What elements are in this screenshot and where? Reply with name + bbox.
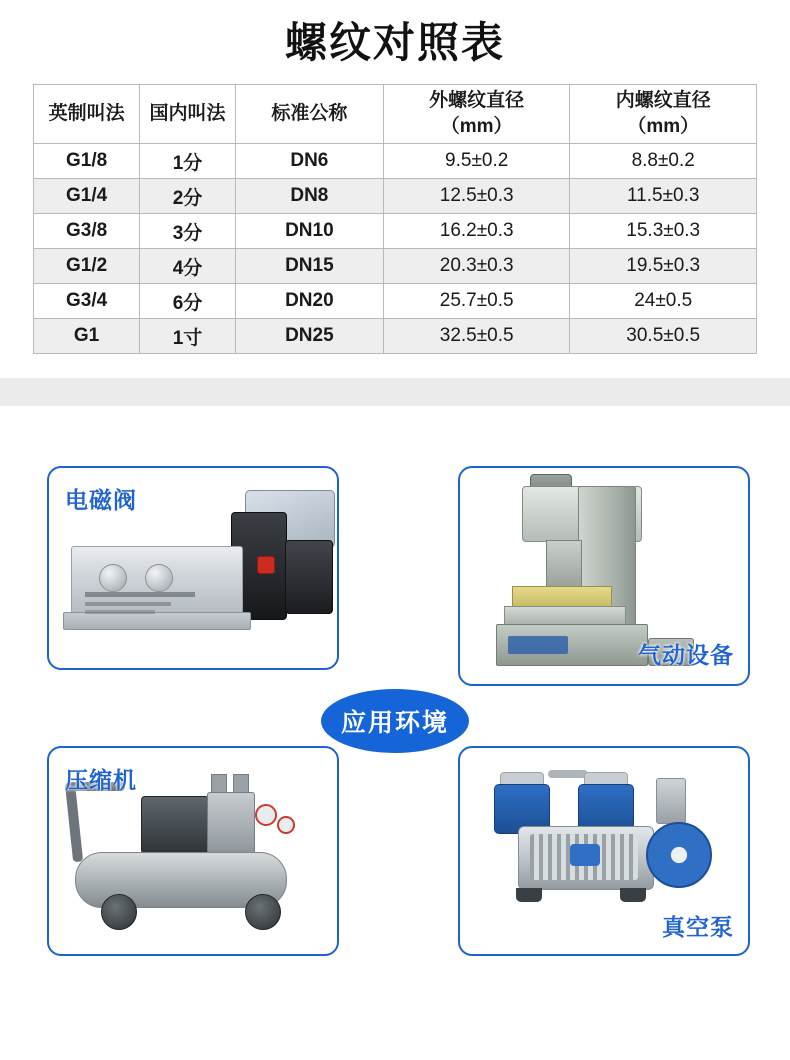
solenoid-valve-coil-secondary bbox=[285, 540, 333, 614]
application-card-label-pneumatic-equipment: 气动设备 bbox=[638, 642, 734, 668]
cell-imperial: G1/4 bbox=[34, 179, 140, 214]
column-header-external-diameter bbox=[383, 85, 570, 144]
column-header-imperial bbox=[34, 85, 140, 144]
compressor-pump-head bbox=[207, 792, 255, 854]
compressor-wheel-right bbox=[245, 894, 281, 930]
column-header-nominal-line1: 标准公称 bbox=[271, 103, 348, 124]
cell-internal-diameter: 8.8±0.2 bbox=[570, 144, 757, 179]
column-header-imperial-line1: 英制叫法 bbox=[48, 103, 125, 124]
page-title: 螺纹对照表 bbox=[284, 19, 505, 66]
thread-comparison-table bbox=[33, 84, 757, 354]
cell-nominal: DN10 bbox=[235, 214, 383, 249]
cell-domestic: 4分 bbox=[140, 249, 236, 284]
press-ram bbox=[546, 540, 582, 588]
vacuum-pump-connecting-tube bbox=[548, 770, 588, 778]
column-header-external-diameter-line1: 外螺纹直径 bbox=[429, 90, 525, 111]
cell-nominal: DN6 bbox=[235, 144, 383, 179]
table-row bbox=[34, 214, 757, 249]
cell-domestic: 2分 bbox=[140, 179, 236, 214]
table-header-row bbox=[34, 85, 757, 144]
cell-external-diameter: 25.7±0.5 bbox=[383, 284, 570, 319]
cell-external-diameter: 20.3±0.3 bbox=[383, 249, 570, 284]
application-card-pneumatic-equipment bbox=[458, 466, 750, 686]
solenoid-valve-port-a bbox=[99, 564, 127, 592]
cell-domestic: 1寸 bbox=[140, 319, 236, 354]
cell-domestic: 6分 bbox=[140, 284, 236, 319]
column-header-nominal bbox=[235, 85, 383, 144]
spec-table-wrapper bbox=[0, 84, 790, 354]
table-head bbox=[34, 85, 757, 144]
solenoid-valve-port-b bbox=[145, 564, 173, 592]
press-control-panel bbox=[508, 636, 568, 654]
vacuum-pump-foot-right bbox=[620, 888, 646, 902]
cell-internal-diameter: 30.5±0.5 bbox=[570, 319, 757, 354]
application-card-label-vacuum-pump: 真空泵 bbox=[662, 914, 734, 940]
application-section bbox=[18, 424, 772, 1012]
cell-internal-diameter: 11.5±0.3 bbox=[570, 179, 757, 214]
column-header-domestic-line1: 国内叫法 bbox=[149, 103, 226, 124]
column-header-internal-diameter bbox=[570, 85, 757, 144]
solenoid-valve-manifold-base bbox=[63, 612, 251, 630]
cell-external-diameter: 16.2±0.3 bbox=[383, 214, 570, 249]
application-card-solenoid-valve bbox=[47, 466, 339, 670]
cell-domestic: 1分 bbox=[140, 144, 236, 179]
application-card-label-solenoid-valve: 电磁阀 bbox=[65, 487, 137, 513]
cell-nominal: DN25 bbox=[235, 319, 383, 354]
column-header-external-diameter-line2: （mm） bbox=[440, 116, 513, 137]
table-row bbox=[34, 144, 757, 179]
cell-external-diameter: 12.5±0.3 bbox=[383, 179, 570, 214]
table-row bbox=[34, 319, 757, 354]
cell-imperial: G1/2 bbox=[34, 249, 140, 284]
press-worktable bbox=[512, 586, 612, 608]
vacuum-pump-filter bbox=[656, 778, 686, 824]
column-header-domestic bbox=[140, 85, 236, 144]
table-row bbox=[34, 284, 757, 319]
solenoid-valve-label-line3 bbox=[85, 610, 155, 614]
solenoid-valve-manual-override bbox=[257, 556, 275, 574]
vacuum-pump-badge bbox=[570, 844, 600, 866]
table-body bbox=[34, 144, 757, 354]
cell-nominal: DN15 bbox=[235, 249, 383, 284]
cell-imperial: G3/4 bbox=[34, 284, 140, 319]
section-divider bbox=[0, 378, 790, 406]
cell-internal-diameter: 24±0.5 bbox=[570, 284, 757, 319]
cell-domestic: 3分 bbox=[140, 214, 236, 249]
cell-imperial: G1 bbox=[34, 319, 140, 354]
application-card-compressor bbox=[47, 746, 339, 956]
column-header-internal-diameter-line1: 内螺纹直径 bbox=[615, 90, 711, 111]
compressor-wheel-left bbox=[101, 894, 137, 930]
compressor-pressure-gauge-a bbox=[255, 804, 277, 826]
compressor-pressure-gauge-b bbox=[277, 816, 295, 834]
cell-external-diameter: 32.5±0.5 bbox=[383, 319, 570, 354]
cell-external-diameter: 9.5±0.2 bbox=[383, 144, 570, 179]
vacuum-pump-fan-cover bbox=[646, 822, 712, 888]
column-header-internal-diameter-line2: （mm） bbox=[627, 116, 700, 137]
cell-internal-diameter: 15.3±0.3 bbox=[570, 214, 757, 249]
cell-nominal: DN8 bbox=[235, 179, 383, 214]
cell-imperial: G3/8 bbox=[34, 214, 140, 249]
vacuum-pump-foot-left bbox=[516, 888, 542, 902]
application-card-label-compressor: 压缩机 bbox=[65, 767, 137, 793]
solenoid-valve-label-line2 bbox=[85, 602, 171, 606]
compressor-motor bbox=[141, 796, 209, 854]
application-card-vacuum-pump bbox=[458, 746, 750, 956]
table-row bbox=[34, 179, 757, 214]
bottom-padding bbox=[0, 1012, 790, 1060]
application-grid bbox=[18, 424, 772, 1012]
cell-nominal: DN20 bbox=[235, 284, 383, 319]
application-environment-badge: 应用环境 bbox=[321, 689, 469, 753]
solenoid-valve-label-line1 bbox=[85, 592, 195, 597]
press-bed bbox=[504, 606, 626, 626]
table-row bbox=[34, 249, 757, 284]
cell-imperial: G1/8 bbox=[34, 144, 140, 179]
cell-internal-diameter: 19.5±0.3 bbox=[570, 249, 757, 284]
